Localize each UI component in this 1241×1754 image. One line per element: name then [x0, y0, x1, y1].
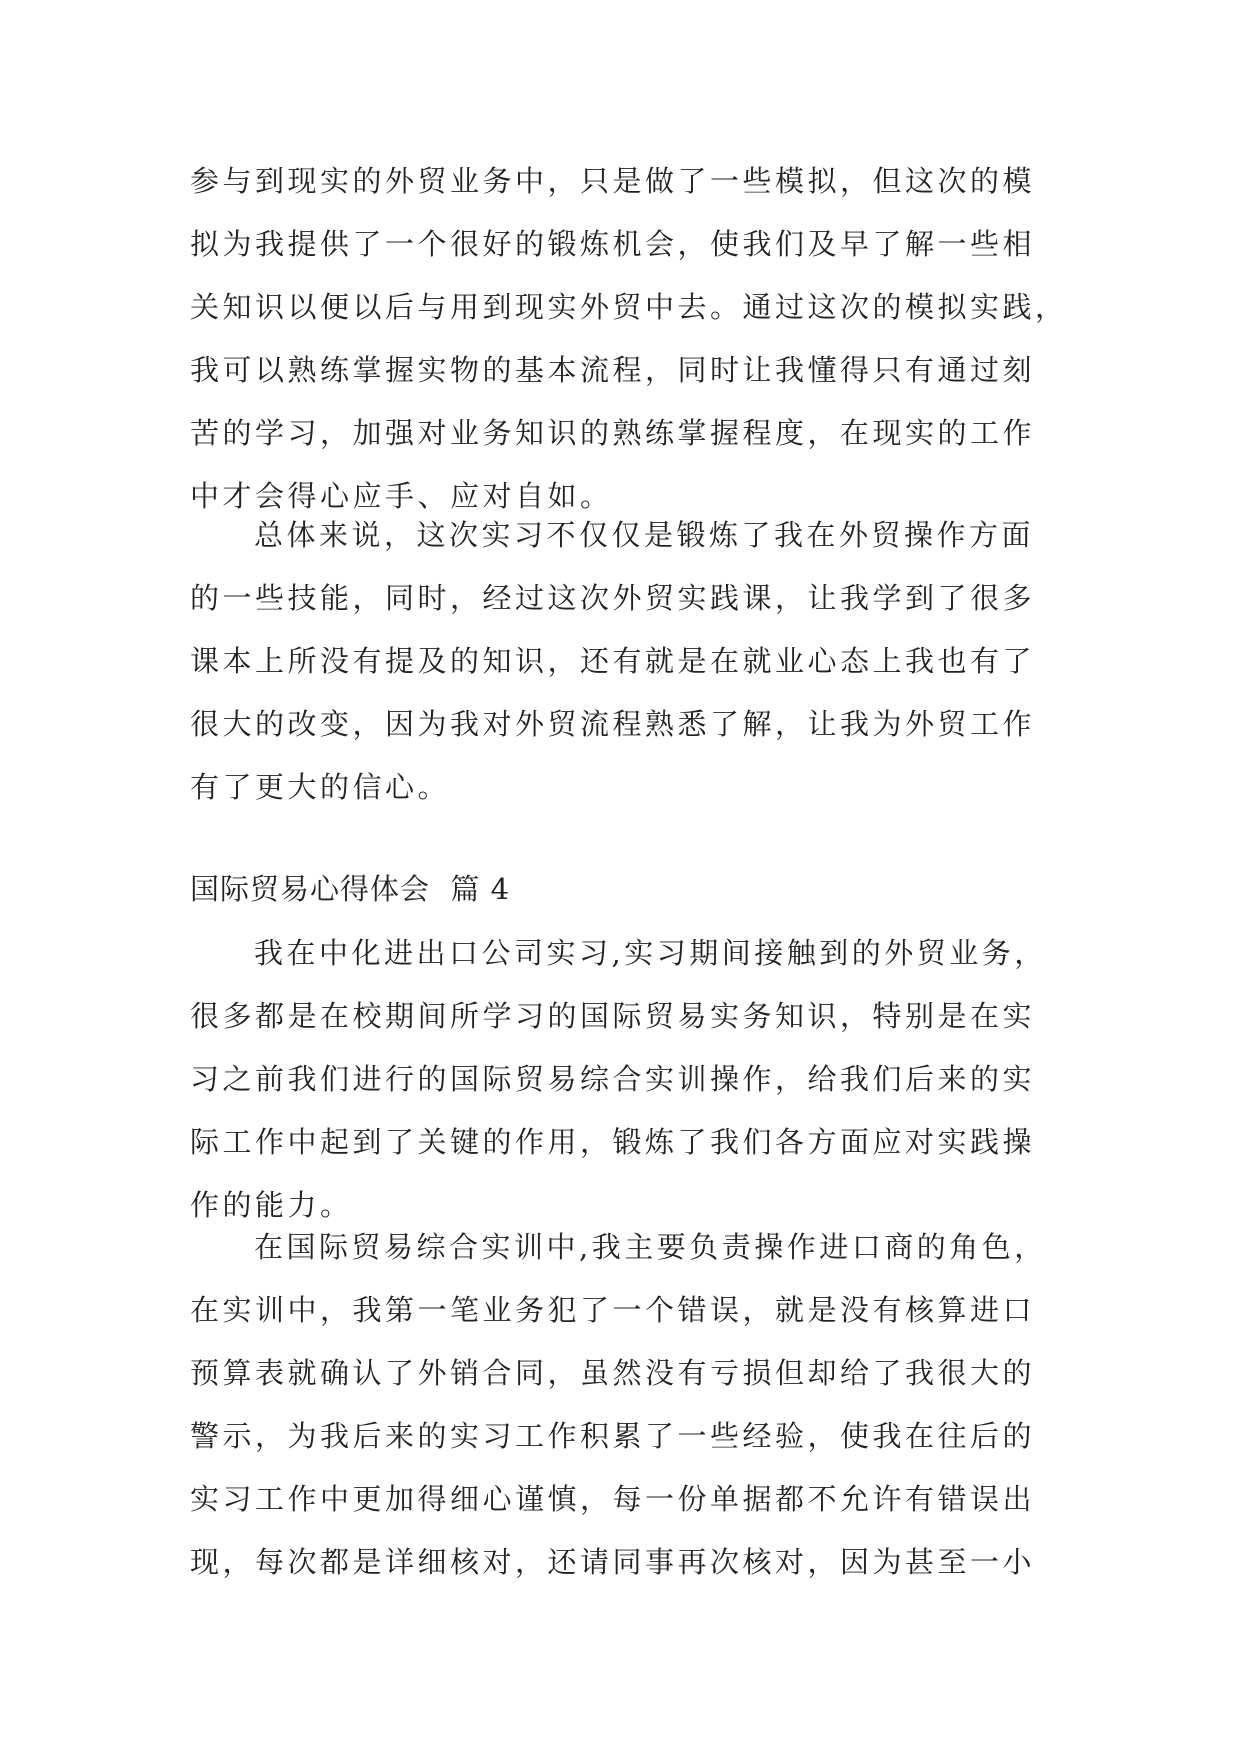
text-line: 很大的改变，因为我对外贸流程熟悉了解，让我为外贸工作: [190, 707, 1036, 741]
text-line: 拟为我提供了一个很好的锻炼机会，使我们及早了解一些相: [190, 227, 1036, 261]
section-heading: [190, 858, 1090, 921]
section-title: 国际贸易心得体会 篇 4: [190, 872, 511, 906]
text-line: 在国际贸易综合实训中,我主要负责操作进口商的角色，: [254, 1230, 1047, 1264]
text-line: 课本上所没有提及的知识，还有就是在就业心态上我也有了: [190, 644, 1036, 678]
text-line: 参与到现实的外贸业务中，只是做了一些模拟，但这次的模: [190, 164, 1036, 198]
text-line: 实习工作中更加得细心谨慎，每一份单据都不允许有错误出: [190, 1482, 1036, 1516]
text-line: 警示，为我后来的实习工作积累了一些经验，使我在往后的: [190, 1419, 1036, 1453]
text-line: 作的能力。: [190, 1188, 353, 1222]
text-line: 中才会得心应手、应对自如。: [190, 479, 613, 513]
text-line: 总体来说，这次实习不仅仅是锻炼了我在外贸操作方面: [254, 518, 1035, 552]
paragraph: [190, 922, 1090, 1237]
text-line: 习之前我们进行的国际贸易综合实训操作，给我们后来的实: [190, 1062, 1036, 1096]
text-line: 有了更大的信心。: [190, 770, 451, 804]
text-line: 关知识以便以后与用到现实外贸中去。通过这次的模拟实践，: [190, 290, 1068, 324]
text-line: 预算表就确认了外销合同，虽然没有亏损但却给了我很大的: [190, 1356, 1036, 1390]
text-line: 在实训中，我第一笔业务犯了一个错误，就是没有核算进口: [190, 1293, 1036, 1327]
text-line: 的一些技能，同时，经过这次外贸实践课，让我学到了很多: [190, 581, 1036, 615]
text-line: 现，每次都是详细核对，还请同事再次核对，因为甚至一小: [190, 1545, 1036, 1579]
paragraph: [190, 504, 1090, 819]
paragraph-continued: [190, 150, 1090, 528]
text-line: 很多都是在校期间所学习的国际贸易实务知识，特别是在实: [190, 999, 1036, 1033]
text-line: 际工作中起到了关键的作用，锻炼了我们各方面应对实践操: [190, 1125, 1036, 1159]
paragraph: [190, 1216, 1090, 1594]
text-line: 苦的学习，加强对业务知识的熟练掌握程度，在现实的工作: [190, 416, 1036, 450]
text-line: 我可以熟练掌握实物的基本流程，同时让我懂得只有通过刻: [190, 353, 1036, 387]
text-line: 我在中化进出口公司实习,实习期间接触到的外贸业务，: [254, 936, 1047, 970]
